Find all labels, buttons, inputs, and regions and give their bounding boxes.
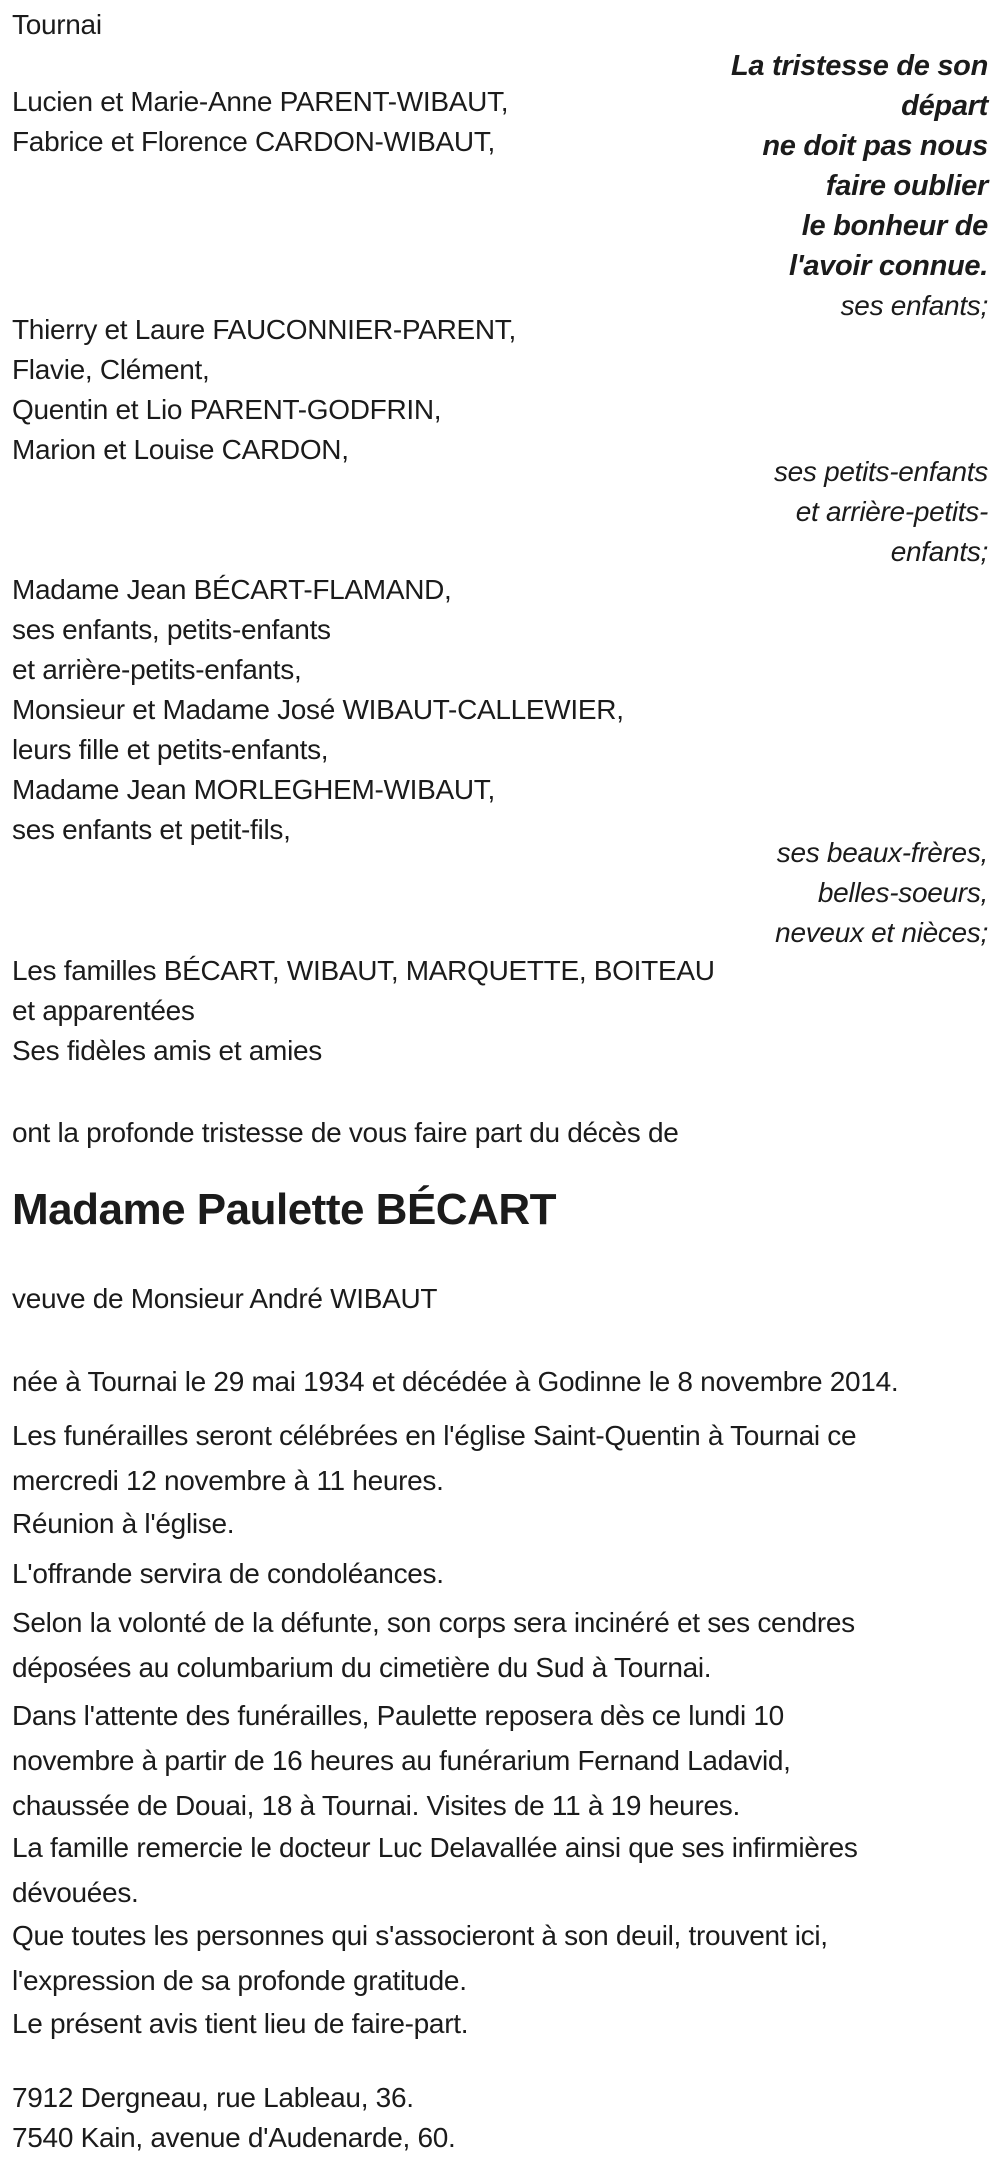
text-line: leurs fille et petits-enfants, <box>12 734 329 765</box>
text-line: neveux et nièces; <box>775 917 988 948</box>
family-group-grandchildren <box>12 310 516 470</box>
paragraph-birth-death <box>12 1359 898 1404</box>
text-line: Thierry et Laure FAUCONNIER-PARENT, <box>12 314 516 345</box>
text-line: chaussée de Douai, 18 à Tournai. Visites de 11 à 19 heures. <box>12 1790 740 1821</box>
epitaph-block <box>731 46 988 326</box>
text-line: Madame Jean MORLEGHEM-WIBAUT, <box>12 774 495 805</box>
text-line: dévouées. <box>12 1877 139 1908</box>
paragraph-meeting <box>12 1501 234 1546</box>
announcement-line: ont la profonde tristesse de vous faire part du décès de <box>12 1117 679 1148</box>
text-line: l'avoir connue. <box>789 250 988 282</box>
text-line: faire oublier <box>825 170 988 202</box>
text-line: Dans l'attente des funérailles, Paulette reposera dès ce lundi 10 <box>12 1700 784 1731</box>
text-line: Quentin et Lio PARENT-GODFRIN, <box>12 394 442 425</box>
family-group-families <box>12 951 715 1071</box>
text-line: ne doit pas nous <box>762 130 988 162</box>
paragraph-gratitude <box>12 1913 828 2003</box>
text-line: le bonheur de <box>801 210 988 242</box>
text-line: Que toutes les personnes qui s'associeront à son deuil, trouvent ici, <box>12 1920 828 1951</box>
text-line: novembre à partir de 16 heures au funérarium Fernand Ladavid, <box>12 1745 791 1776</box>
text-line: Flavie, Clément, <box>12 354 210 385</box>
text-line: Réunion à l'église. <box>12 1508 235 1539</box>
city-line: Tournai <box>12 9 102 40</box>
text-line: 7540 Kain, avenue d'Audenarde, 60. <box>12 2122 456 2153</box>
text-line: 7912 Dergneau, rue Lableau, 36. <box>12 2082 414 2113</box>
paragraph-thanks <box>12 1825 858 1915</box>
text-line: et apparentées <box>12 995 195 1026</box>
text-line: Lucien et Marie-Anne PARENT-WIBAUT, <box>12 86 509 117</box>
epitaph-signature: ses enfants; <box>840 290 988 321</box>
paragraph-offering <box>12 1551 444 1596</box>
relation-grandchildren <box>774 452 988 572</box>
text-line: ses petits-enfants <box>773 456 988 487</box>
text-line: déposées au columbarium du cimetière du Sud à Tournai. <box>12 1652 712 1683</box>
text-line: La famille remercie le docteur Luc Delavallée ainsi que ses infirmières <box>12 1832 858 1863</box>
text-line: belles-soeurs, <box>817 877 988 908</box>
text-line: Fabrice et Florence CARDON-WIBAUT, <box>12 126 496 157</box>
text-line: et arrière-petits- <box>795 496 988 527</box>
text-line: Madame Jean BÉCART-FLAMAND, <box>12 574 452 605</box>
text-line: L'offrande servira de condoléances. <box>12 1558 444 1589</box>
text-line: Les funérailles seront célébrées en l'église Saint-Quentin à Tournai ce <box>12 1420 857 1451</box>
text-line: mercredi 12 novembre à 11 heures. <box>12 1465 444 1496</box>
paragraph-funeral <box>12 1413 856 1503</box>
text-line: Les familles BÉCART, WIBAUT, MARQUETTE, BOITEAU <box>12 955 715 986</box>
address-lines <box>12 2078 456 2158</box>
text-line: l'expression de sa profonde gratitude. <box>12 1965 467 1996</box>
text-line: née à Tournai le 29 mai 1934 et décédée à Godinne le 8 novembre 2014. <box>12 1366 899 1397</box>
family-group-relatives <box>12 570 624 850</box>
text-line: Marion et Louise CARDON, <box>12 434 349 465</box>
paragraph-repose <box>12 1693 791 1828</box>
paragraph-final-notice <box>12 2001 468 2046</box>
text-line: Selon la volonté de la défunte, son corps sera incinéré et ses cendres <box>12 1607 855 1638</box>
paragraph-cremation <box>12 1600 855 1690</box>
text-line: Ses fidèles amis et amies <box>12 1035 322 1066</box>
text-line: ses enfants, petits-enfants <box>12 614 331 645</box>
text-line: ses beaux-frères, <box>776 837 988 868</box>
deceased-name: Madame Paulette BÉCART <box>12 1185 557 1234</box>
text-line: enfants; <box>890 536 988 567</box>
text-line: La tristesse de son <box>730 50 988 82</box>
text-line: Monsieur et Madame José WIBAUT-CALLEWIER, <box>12 694 624 725</box>
text-line: et arrière-petits-enfants, <box>12 654 302 685</box>
epitaph-quote <box>731 46 988 286</box>
relation-inlaws <box>775 833 988 953</box>
text-line: ses enfants et petit-fils, <box>12 814 291 845</box>
family-group-children <box>12 82 508 162</box>
widow-line: veuve de Monsieur André WIBAUT <box>12 1283 438 1314</box>
text-line: Le présent avis tient lieu de faire-part. <box>12 2008 469 2039</box>
text-line: départ <box>901 90 988 122</box>
